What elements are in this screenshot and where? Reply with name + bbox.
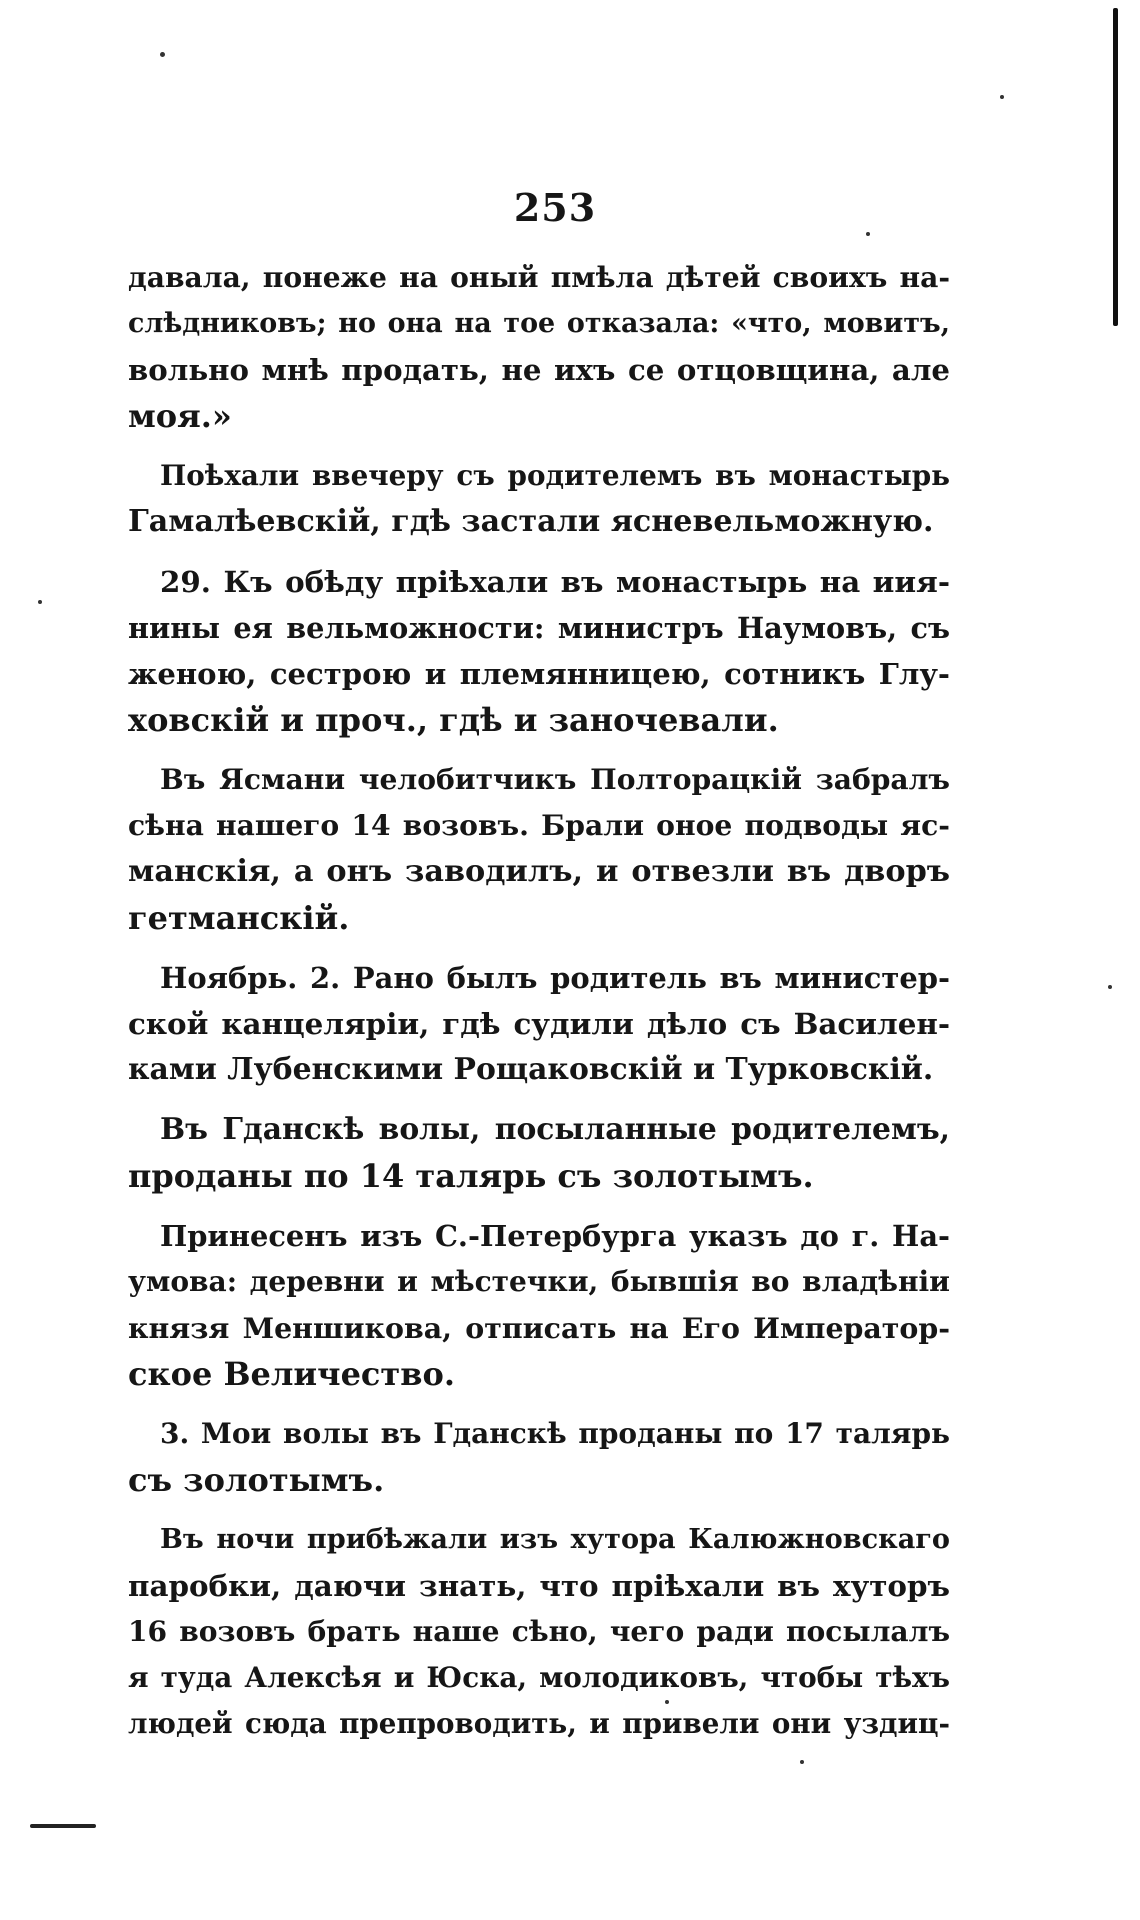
text-line: 29. Къ обѣду пріѣхали въ монастырь на иия-	[160, 564, 950, 599]
text-line: я туда Алексѣя и Юска, молодиковъ, чтобы тѣхъ	[128, 1661, 950, 1694]
paragraph	[128, 1411, 950, 1503]
text-line: умова: деревни и мѣстечки, бывшія во владѣніи	[128, 1265, 950, 1298]
text-line: ской канцеляріи, гдѣ судили дѣло съ Василен-	[128, 1006, 950, 1041]
scan-edge-mark	[1113, 8, 1118, 326]
text-line: Ноябрь. 2. Рано былъ родитель въ министер-	[160, 961, 950, 995]
text-line: гетманскій.	[128, 899, 350, 937]
text-line: 3. Мои волы въ Гданскѣ проданы по 17 талярь	[160, 1417, 950, 1450]
scan-speck	[1000, 95, 1004, 99]
paragraph	[128, 757, 950, 941]
text-line: Въ ночи прибѣжали изъ хутора Калюжновскаго	[160, 1524, 950, 1555]
text-line: 16 возовъ брать наше сѣно, чего ради посылалъ	[128, 1615, 950, 1648]
text-line: ками Лубенскими Рощаковскій и Турковскій.	[128, 1052, 934, 1087]
text-line: съ золотымъ.	[128, 1461, 385, 1499]
text-line: паробки, даючи знать, что пріѣхали въ хуторъ	[128, 1568, 950, 1603]
scan-speck	[160, 52, 165, 57]
text-line: манскія, а онъ заводилъ, и отвезли въ дворъ	[128, 854, 950, 889]
scan-speck	[866, 232, 870, 236]
paragraph	[128, 955, 950, 1093]
body-text	[128, 255, 950, 1761]
paragraph	[128, 559, 950, 743]
paragraph	[128, 255, 950, 439]
text-line: ское Величество.	[128, 1355, 455, 1393]
text-line: Въ Ясмани челобитчикъ Полторацкій забралъ	[160, 763, 950, 796]
text-line: слѣдниковъ; но она на тое отказала: «что, мовитъ,	[128, 308, 950, 339]
text-line: сѣна нашего 14 возовъ. Брали оное подводы яс-	[128, 809, 950, 842]
text-line: моя.»	[128, 397, 232, 435]
scan-speck	[1108, 985, 1112, 989]
paragraph	[128, 453, 950, 545]
text-line: женою, сестрою и племянницею, сотникъ Глу-	[128, 657, 950, 691]
scan-speck	[38, 600, 42, 604]
text-line: Гамалѣевскій, гдѣ застали ясневельможную.	[128, 504, 934, 539]
text-line: давала, понеже на оный пмѣла дѣтей своихъ на-	[128, 261, 950, 294]
paragraph	[128, 1213, 950, 1397]
text-line: ховскій и проч., гдѣ и заночевали.	[128, 701, 779, 739]
text-line: вольно мнѣ продать, не ихъ се отцовщина, але	[128, 353, 950, 387]
text-line: Поѣхали ввечеру съ родителемъ въ монастырь	[160, 459, 950, 492]
text-line: Въ Гданскѣ волы, посыланные родителемъ,	[160, 1112, 950, 1147]
text-line: проданы по 14 талярь съ золотымъ.	[128, 1157, 814, 1195]
text-line: Принесенъ изъ С.-Петербурга указъ до г. На-	[160, 1219, 950, 1253]
scan-edge-tick	[30, 1824, 96, 1828]
paragraph	[128, 1107, 950, 1199]
text-line: князя Меншикова, отписать на Его Император-	[128, 1311, 950, 1345]
paragraph	[128, 1517, 950, 1747]
page-number: 253	[513, 185, 597, 230]
text-line: людей сюда препроводить, и привели они уздиц-	[128, 1707, 950, 1740]
text-line: нины ея вельможности: министръ Наумовъ, съ	[128, 611, 950, 645]
